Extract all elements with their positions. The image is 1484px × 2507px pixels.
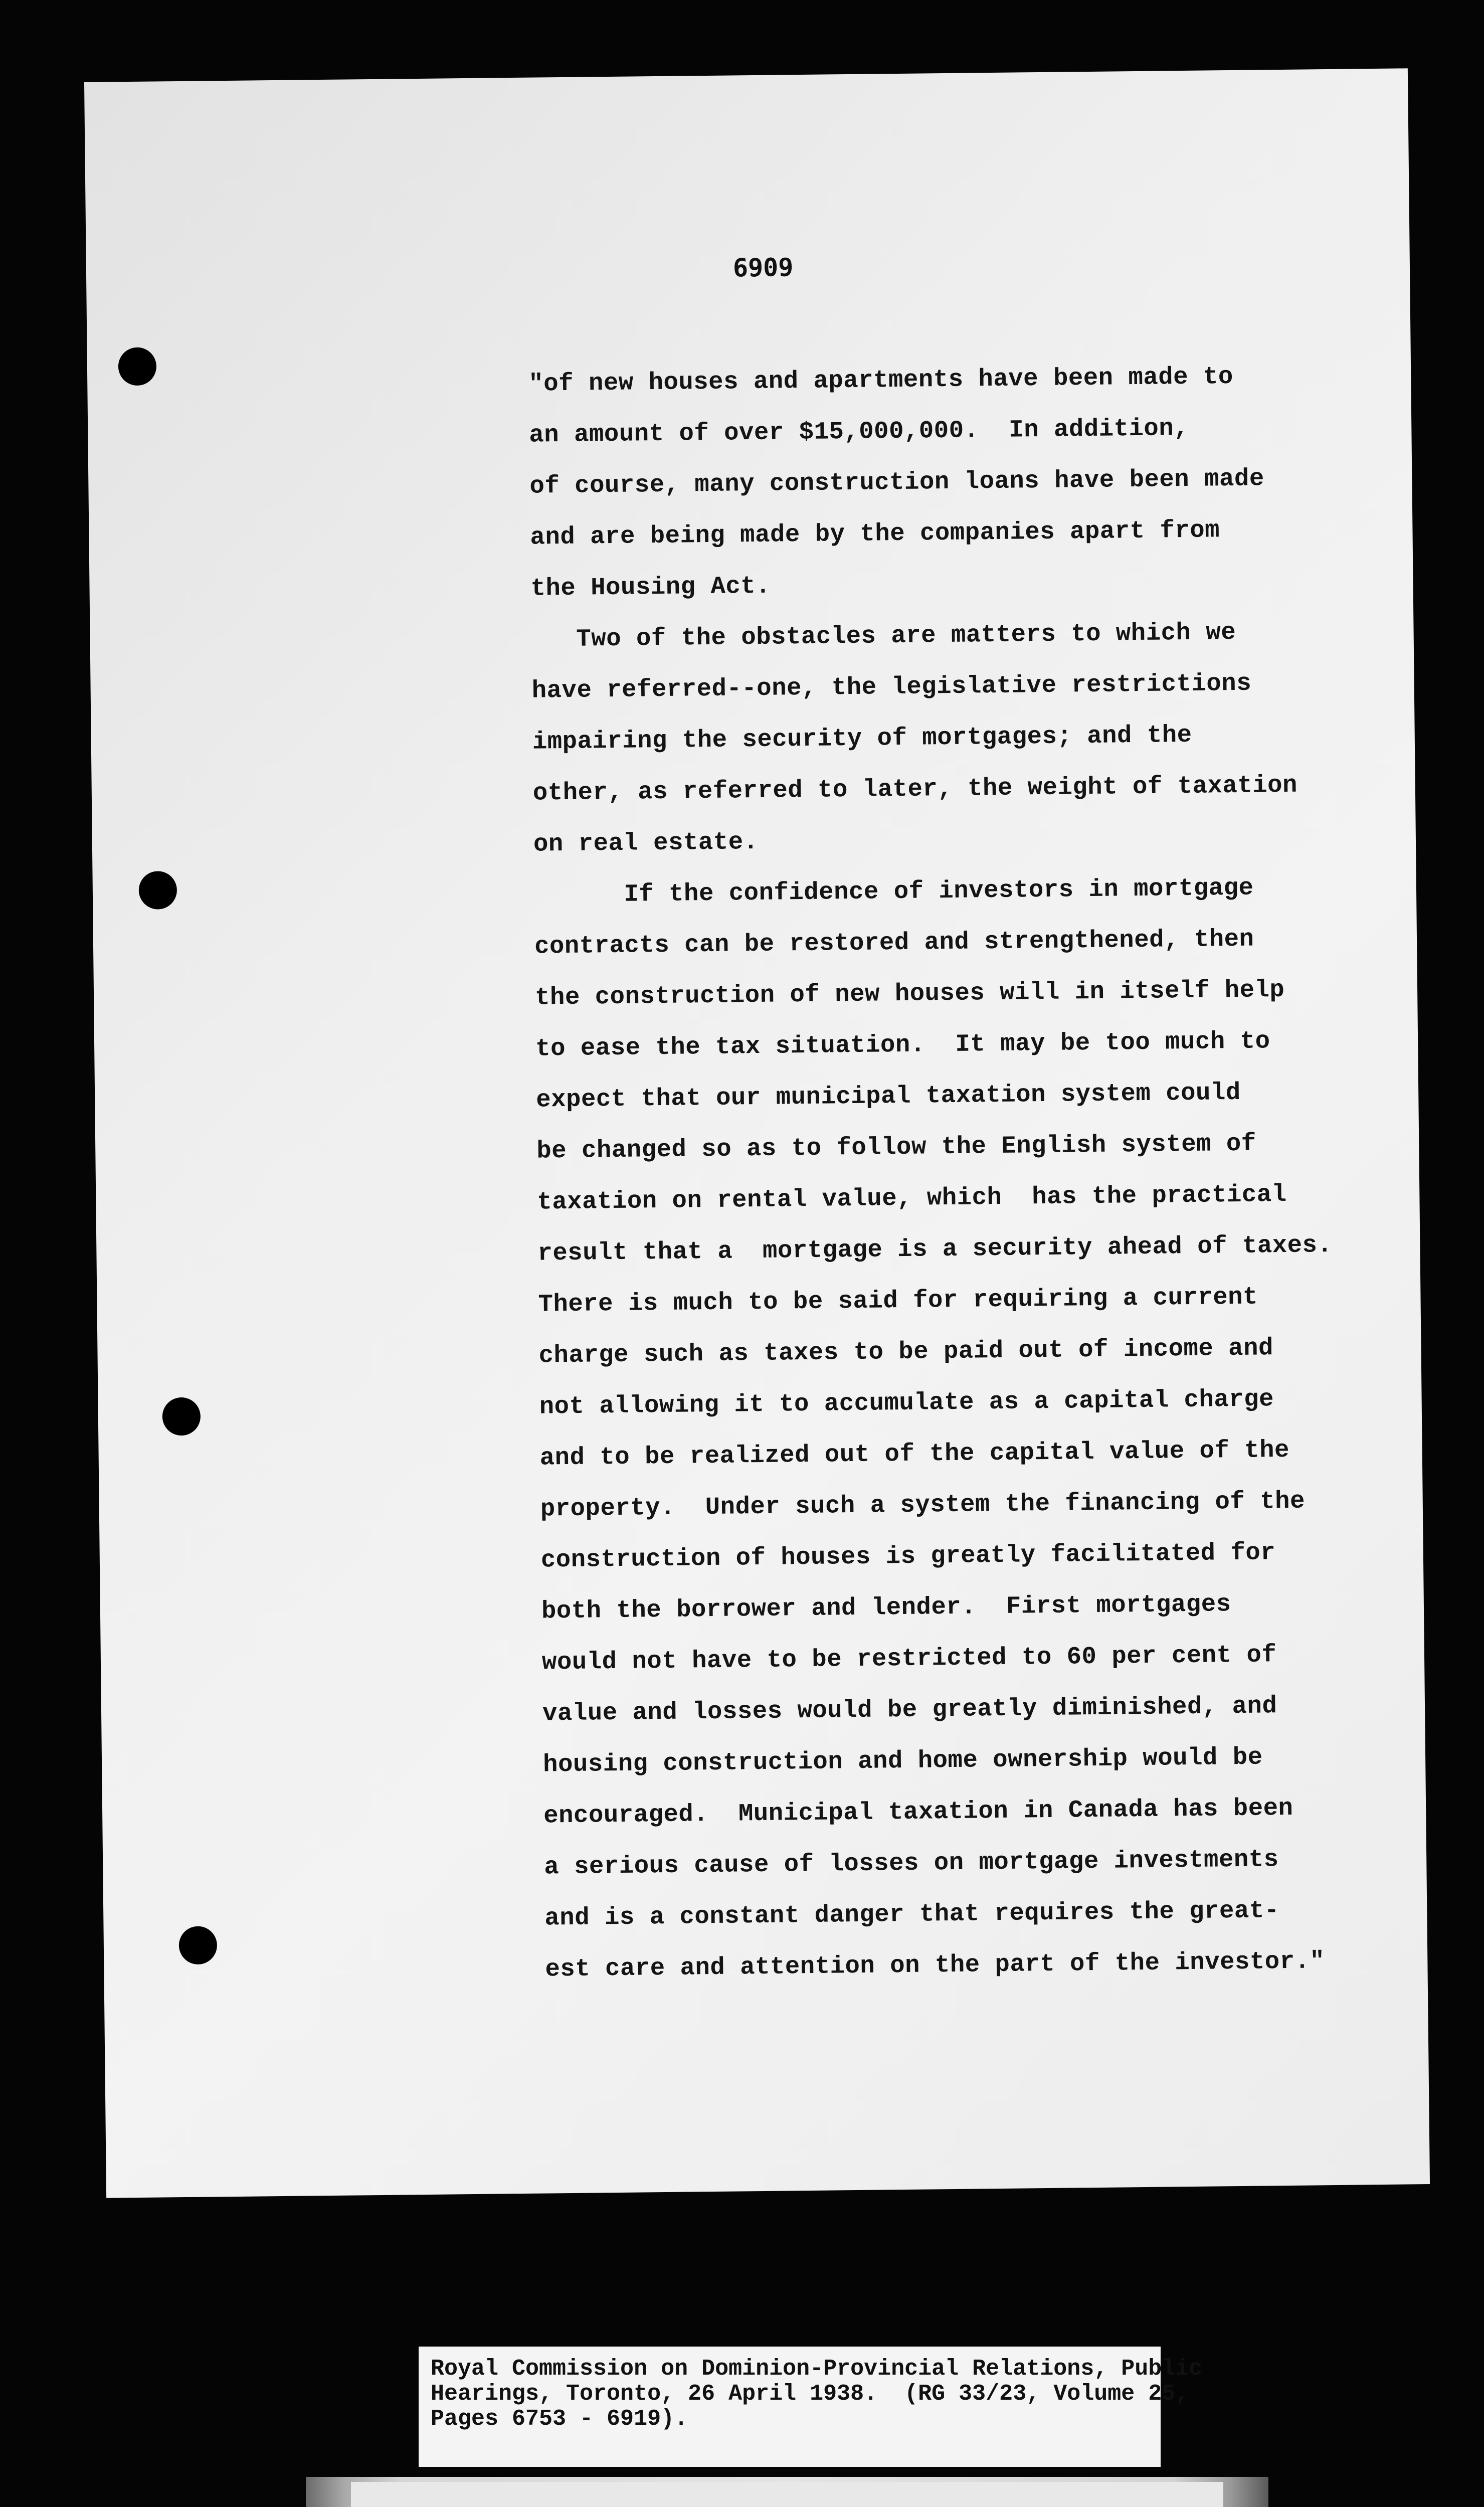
text-line: and is a constant danger that requires the great- (544, 1896, 1279, 1932)
text-line: and to be realized out of the capital value of the (539, 1436, 1290, 1472)
text-line: of course, many construction loans have been made (529, 464, 1265, 500)
citation-line: Hearings, Toronto, 26 April 1938. (RG 33/23, Volume 25, (431, 2381, 1189, 2407)
text-line: housing construction and home ownership would be (542, 1743, 1263, 1779)
text-line: have referred--one, the legislative restrictions (531, 669, 1252, 705)
text-line: value and losses would be greatly diminished, and (542, 1692, 1277, 1728)
text-line: the Housing Act. (530, 572, 771, 603)
text-line: result that a mortgage is a security ahead of taxes. (537, 1230, 1333, 1268)
punch-hole-1 (118, 347, 157, 386)
citation-line: Royal Commission on Dominion-Provincial Relations, Public (431, 2356, 1203, 2382)
text-line: encouraged. Municipal taxation in Canada has been (543, 1794, 1293, 1830)
archives-stamp (306, 2477, 1268, 2507)
text-line: an amount of over $15,000,000. In addition, (529, 414, 1189, 449)
punch-hole-3 (162, 1397, 201, 1436)
text-line: a serious cause of losses on mortgage investments (544, 1845, 1279, 1881)
text-line: the construction of new houses will in itself help (534, 975, 1285, 1012)
page-number: 6909 (732, 253, 794, 283)
text-line: construction of houses is greatly facilitated for (540, 1538, 1276, 1574)
text-line: If the confidence of investors in mortgage (533, 873, 1254, 910)
text-line: impairing the security of mortgages; and the (532, 721, 1192, 756)
text-line: property. Under such a system the financing of the (540, 1487, 1306, 1523)
text-line: be changed so as to follow the English system of (536, 1129, 1257, 1165)
text-line: "of new houses and apartments have been made to (528, 362, 1234, 398)
archival-citation-label (419, 2347, 1203, 2467)
punch-hole-4 (179, 1926, 218, 1964)
text-line: to ease the tax situation. It may be too much to (535, 1027, 1270, 1063)
archives-stamp-face (351, 2482, 1223, 2507)
text-line: on real estate. (533, 827, 759, 858)
text-line: est care and attention on the part of the investor." (545, 1947, 1325, 1984)
typed-page (84, 68, 1430, 2198)
text-line: taxation on rental value, which has the practical (537, 1180, 1287, 1216)
text-line: expect that our municipal taxation system could (535, 1078, 1241, 1114)
text-line: other, as referred to later, the weight of taxation (532, 771, 1298, 807)
text-line: would not have to be restricted to 60 per cent of (541, 1641, 1277, 1677)
text-line: not allowing it to accumulate as a capital charge (539, 1385, 1274, 1421)
punch-hole-2 (138, 871, 177, 910)
text-line: and are being made by the companies apart from (530, 516, 1220, 552)
text-line: contracts can be restored and strengthened, then (534, 925, 1254, 961)
citation-line: Pages 6753 - 6919). (431, 2406, 688, 2432)
text-line: charge such as taxes to be paid out of income and (538, 1334, 1274, 1370)
text-line: both the borrower and lender. First mortgages (541, 1590, 1231, 1626)
text-line: There is much to be said for requiring a current (538, 1283, 1258, 1319)
typed-body-text (528, 349, 1408, 1995)
text-line: Two of the obstacles are matters to which we (531, 618, 1236, 654)
